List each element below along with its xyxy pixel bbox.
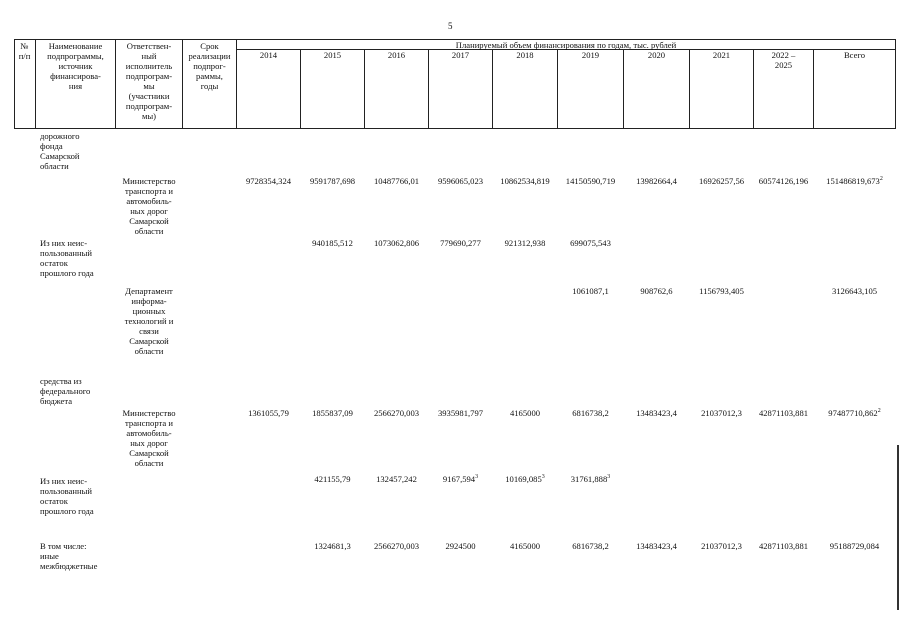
value-text: 151486819,673 [826,176,880,186]
value-cell [429,541,492,551]
col-border [492,49,493,129]
value-cell [301,238,364,248]
year-2022-2025: 2022 – 2025 [771,50,796,70]
value-text: 13483423,4 [636,541,677,551]
year-2015: 2015 [323,50,342,60]
value-cell [365,176,428,186]
value-cell [814,541,895,551]
value-cell [429,176,492,186]
value-text: 1156793,405 [699,286,744,296]
year-2021: 2021 [712,50,731,60]
value-cell [429,408,492,418]
value-text: 4165000 [509,408,541,418]
value-text: 42871103,881 [758,408,809,418]
row-name: дорожного фонда Самарской области [40,131,80,171]
value-cell [624,408,689,418]
footnote-mark: 3 [475,474,479,481]
value-cell [365,541,428,551]
header-bottom-rule [14,128,896,129]
row-name: средства из федерального бюджета [40,376,91,406]
value-text: 31761,888 [570,474,608,484]
value-text: 21037012,3 [701,541,742,551]
margin-rule [897,445,899,610]
footnote-mark: 2 [879,176,883,183]
value-text: 421155,79 [314,474,351,484]
row-responsible: Министерство транспорта и автомобиль- ных дорог Самарской области [122,176,176,236]
footnote-mark: 3 [607,474,611,481]
value-text: 97487710,862 [828,408,878,418]
value-text: 779690,277 [440,238,481,248]
value-text: 132457,242 [376,474,417,484]
value-text: 2566270,003 [373,408,420,418]
value-text: 60574126,196 [758,176,809,186]
row-name: Из них неис- пользованный остаток прошлого года [40,476,94,516]
value-text: 16926257,56 [698,176,745,186]
year-2014: 2014 [259,50,278,60]
value-text: 3935981,797 [437,408,484,418]
header-name: Наименование подпрограммы, источник финансирова- ния [47,41,104,91]
col-border [689,49,690,129]
header-responsible: Ответствен- ный исполнитель подпрограм- мы (участники подпрограм- мы) [125,41,173,121]
value-cell [690,286,753,296]
col-border [623,49,624,129]
col-border [428,49,429,129]
value-text: 95188729,084 [829,541,880,551]
value-text: 21037012,3 [701,408,742,418]
value-cell [558,541,623,551]
value-text: 9591787,698 [309,176,356,186]
value-text: 1361055,79 [248,408,289,418]
value-text: 9728354,324 [245,176,292,186]
value-text: 1073062,806 [373,238,420,248]
footnote-mark: 2 [877,408,881,415]
header-planned: Планируемый объем финансирования по годам, тыс. рублей [455,40,677,50]
value-cell [237,176,300,186]
row-name: Из них неис- пользованный остаток прошлого года [40,238,94,278]
value-cell [624,286,689,296]
header-term: Срок реализации подпрог- раммы, годы [188,41,231,91]
row-name: В том числе: иные межбюджетные [40,541,98,571]
value-text: 1855837,09 [312,408,353,418]
col-border [300,49,301,129]
value-cell [301,408,364,418]
value-cell [754,541,813,551]
year-2018: 2018 [516,50,534,60]
value-text: 13982664,4 [636,176,677,186]
value-text: 908762,6 [640,286,673,296]
value-text: 1324681,3 [314,541,351,551]
value-text: 1061087,1 [572,286,609,296]
year-2019: 2019 [581,50,600,60]
value-cell [814,286,895,296]
value-cell [493,408,557,418]
value-text: 14150590,719 [565,176,616,186]
value-cell [301,541,364,551]
value-text: 2924500 [445,541,476,551]
year-2017: 2017 [451,50,470,60]
value-cell [754,408,813,418]
row-responsible: Министерство транспорта и автомобиль- ных дорог Самарской области [122,408,176,468]
col-border [895,39,896,129]
value-cell [301,176,364,186]
footnote-mark: 3 [541,474,545,481]
year-2016: 2016 [387,50,406,60]
value-text: 6816738,2 [572,541,609,551]
row-responsible: Департамент информа- ционных технологий и связи Самарской области [124,286,174,356]
value-cell [301,474,364,484]
header-num: № п/п [18,41,31,61]
value-text: 10862534,819 [500,176,550,186]
value-cell [558,408,623,418]
value-cell [365,474,428,484]
col-border [557,49,558,129]
value-cell [429,474,492,484]
value-cell [558,286,623,296]
value-text: 6816738,2 [572,408,609,418]
value-text: 10169,085 [505,474,542,484]
value-cell [814,408,895,418]
value-text: 13483423,4 [636,408,677,418]
value-cell [237,408,300,418]
col-border [364,49,365,129]
value-text: 9167,594 [442,474,476,484]
value-cell [814,176,895,186]
value-cell [558,474,623,484]
value-text: 699075,543 [570,238,611,248]
value-cell [493,541,557,551]
value-text: 10487766,01 [373,176,420,186]
value-cell [690,408,753,418]
value-cell [429,238,492,248]
col-border [813,49,814,129]
value-text: 921312,938 [504,238,546,248]
value-text: 3126643,105 [831,286,878,296]
value-cell [365,238,428,248]
value-cell [558,238,623,248]
value-cell [558,176,623,186]
value-text: 9596065,023 [437,176,484,186]
value-cell [754,176,813,186]
value-cell [493,176,557,186]
value-cell [493,474,557,484]
value-cell [624,541,689,551]
value-cell [690,176,753,186]
value-cell [365,408,428,418]
page-number: 5 [448,21,453,31]
value-text: 4165000 [509,541,541,551]
value-cell [493,238,557,248]
value-text: 42871103,881 [758,541,809,551]
value-text: 940185,512 [312,238,353,248]
value-cell [690,541,753,551]
value-text: 2566270,003 [373,541,420,551]
value-cell [624,176,689,186]
year-total: Всего [843,50,866,60]
year-2020: 2020 [647,50,666,60]
